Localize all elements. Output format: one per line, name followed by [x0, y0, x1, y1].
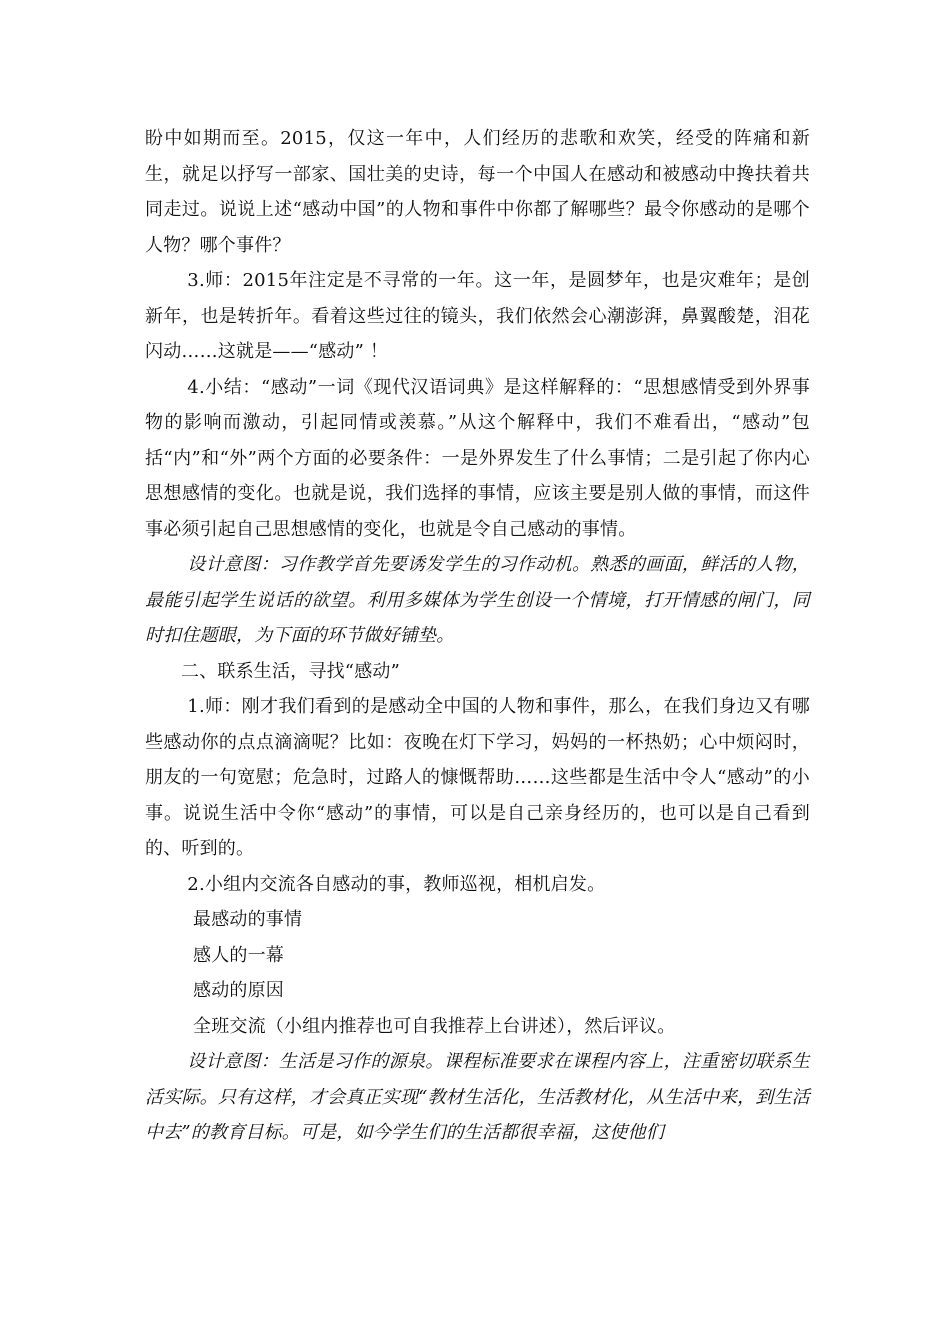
paragraph-group-exchange-2: 2.小组内交流各自感动的事，教师巡视，相机启发。	[187, 873, 606, 895]
paragraph-design-intent-2: 设计意图：生活是习作的源泉。课程标准要求在课程内容上，注重密切联系生活实际。只有这样，才会真正实现“教材生活化，生活教材化，从生活中来，到生活中去”的教育目标。可是，如今学生们的生活都很幸福，这使他们	[145, 1051, 810, 1143]
document-page	[145, 121, 810, 1151]
paragraph-summary-4: 4.小结：“感动”一词《现代汉语词典》是这样解释的：“思想感情受到外界事物的影响而激动，引起同情或羡慕。”从这个解释中，我们不难看出，“感动”包括“内”和“外”两个方面的必要条件：一是外界发生了什么事情；二是引起了你内心思想感情的变化。也就是说，我们选择的事情，应该主要是别人做的事情，而这件事必须引起自己思想感情的变化，也就是令自己感动的事情。	[145, 376, 810, 540]
paragraph-continuation: 盼中如期而至。2015，仅这一年中，人们经历的悲歌和欢笑，经受的阵痛和新生，就足以抒写一部家、国壮美的史诗，每一个中国人在感动和被感动中搀扶着共同走过。说说上述“感动中国”的人物和事件中你都了解哪些？最令你感动的是哪个人物？哪个事件？	[145, 128, 810, 256]
list-item-touching-scene: 感人的一幕	[193, 944, 284, 966]
list-item-most-touching: 最感动的事情	[193, 909, 303, 930]
list-item-reason: 感动的原因	[193, 980, 284, 1001]
paragraph-teacher-3: 3.师：2015年注定是不寻常的一年。这一年，是圆梦年，也是灾难年；是创新年，也是转折年。看着这些过往的镜头，我们依然会心潮澎湃，鼻翼酸楚，泪花闪动……这就是——“感动” ！	[145, 270, 810, 362]
section-heading-2: 二、联系生活，寻找“感动”	[181, 660, 401, 682]
paragraph-teacher-1: 1.师：刚才我们看到的是感动全中国的人物和事件，那么，在我们身边又有哪些感动你的点点滴滴呢？比如：夜晚在灯下学习，妈妈的一杯热奶；心中烦闷时，朋友的一句宽慰；危急时，过路人的慷慨帮助……这些都是生活中令人“感动”的小事。说说生活中令你“感动”的事情，可以是自己亲身经历的，也可以是自己看到的、听到的。	[145, 696, 810, 859]
list-item-class-exchange: 全班交流（小组内推荐也可自我推荐上台讲述），然后评议。	[193, 1015, 676, 1037]
paragraph-design-intent-1: 设计意图：习作教学首先要诱发学生的习作动机。熟悉的画面，鲜活的人物，最能引起学生说话的欲望。利用多媒体为学生创设一个情境，打开情感的闸门，同时扣住题眼，为下面的环节做好铺垫。	[145, 554, 810, 646]
